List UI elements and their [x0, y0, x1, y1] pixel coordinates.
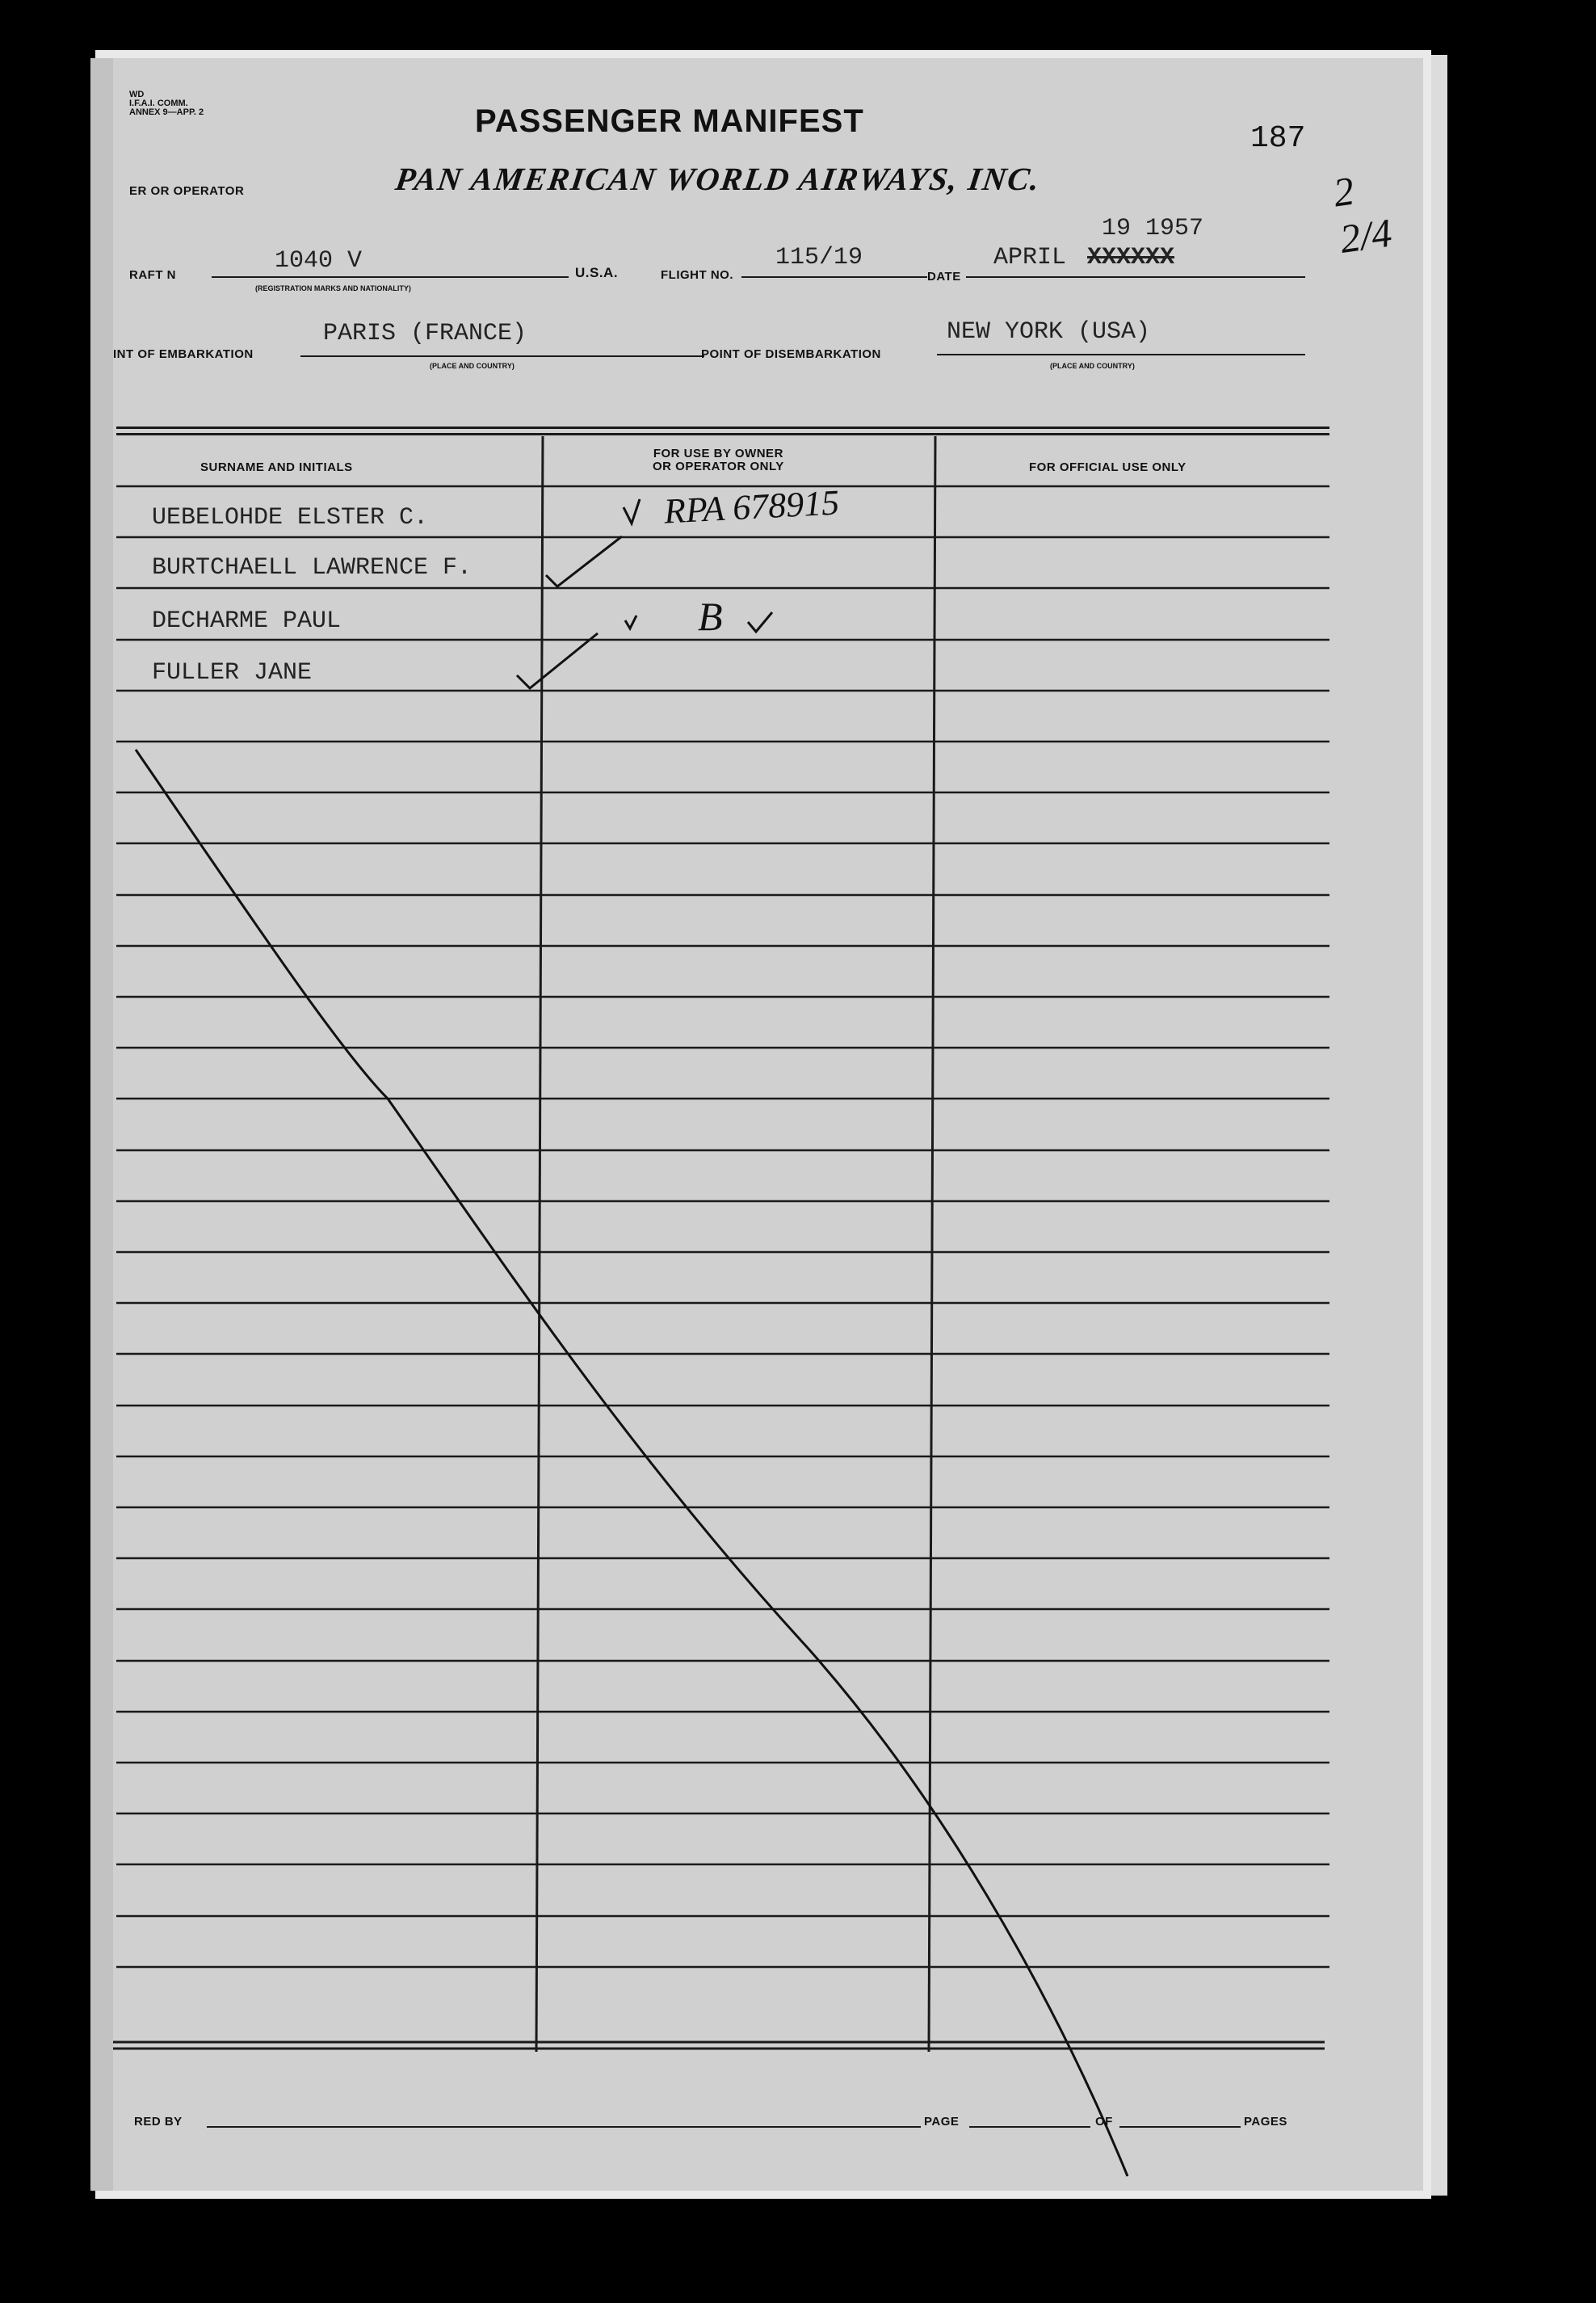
aircraft-label: RAFT N [129, 268, 176, 282]
page-label: PAGE [924, 2115, 960, 2129]
date-month: APRIL [993, 244, 1067, 271]
passenger-name-1: UEBELOHDE ELSTER C. [152, 504, 429, 532]
col-header-surname: SURNAME AND INITIALS [200, 460, 353, 474]
passenger-name-3: DECHARME PAUL [152, 607, 342, 635]
margin-note: 2 2/4 [1330, 167, 1395, 262]
table-rows [116, 486, 1329, 1967]
col-header-owner: FOR USE BY OWNER OR OPERATOR ONLY [653, 447, 784, 473]
registration-hint: (REGISTRATION MARKS AND NATIONALITY) [255, 284, 411, 292]
owner-note-3: B [698, 594, 723, 639]
check-mark-3a [625, 616, 636, 628]
form-reference: WD I.F.A.I. COMM. ANNEX 9—APP. 2 [129, 90, 204, 117]
date-year: 19 1957 [1102, 215, 1204, 242]
aircraft-value: 1040 V [275, 247, 363, 275]
date-label: DATE [927, 270, 961, 284]
passenger-name-4: FULLER JANE [152, 659, 313, 687]
disembarkation-label: POINT OF DISEMBARKATION [701, 347, 881, 361]
check-mark-1 [624, 499, 640, 523]
flight-value: 115/19 [775, 244, 863, 271]
operator-label: ER OR OPERATOR [129, 184, 245, 198]
disembarkation-hint: (PLACE AND COUNTRY) [1050, 362, 1135, 370]
check-mark-2 [546, 536, 622, 586]
of-label: OF [1095, 2115, 1113, 2129]
prepared-by-label: RED BY [134, 2115, 183, 2129]
date-struck-out: XXXXXX [1087, 244, 1175, 271]
embarkation-value: PARIS (FRANCE) [323, 320, 527, 347]
page-number: 187 [1250, 121, 1306, 156]
check-mark-4 [517, 633, 598, 688]
cancel-stroke [136, 750, 1128, 2176]
nationality: U.S.A. [575, 265, 619, 280]
disembarkation-value: NEW YORK (USA) [947, 318, 1151, 346]
flight-label: FLIGHT NO. [661, 268, 733, 282]
document-title: PASSENGER MANIFEST [475, 103, 864, 139]
embarkation-hint: (PLACE AND COUNTRY) [430, 362, 514, 370]
col-header-official: FOR OFFICIAL USE ONLY [1029, 460, 1186, 474]
pages-label: PAGES [1244, 2115, 1287, 2129]
operator-name: PAN AMERICAN WORLD AIRWAYS, INC. [393, 161, 1044, 197]
passenger-name-2: BURTCHAELL LAWRENCE F. [152, 554, 472, 582]
embarkation-label: INT OF EMBARKATION [113, 347, 254, 361]
check-mark-3b [748, 612, 772, 632]
owner-note-1: RPA 678915 [662, 482, 841, 532]
